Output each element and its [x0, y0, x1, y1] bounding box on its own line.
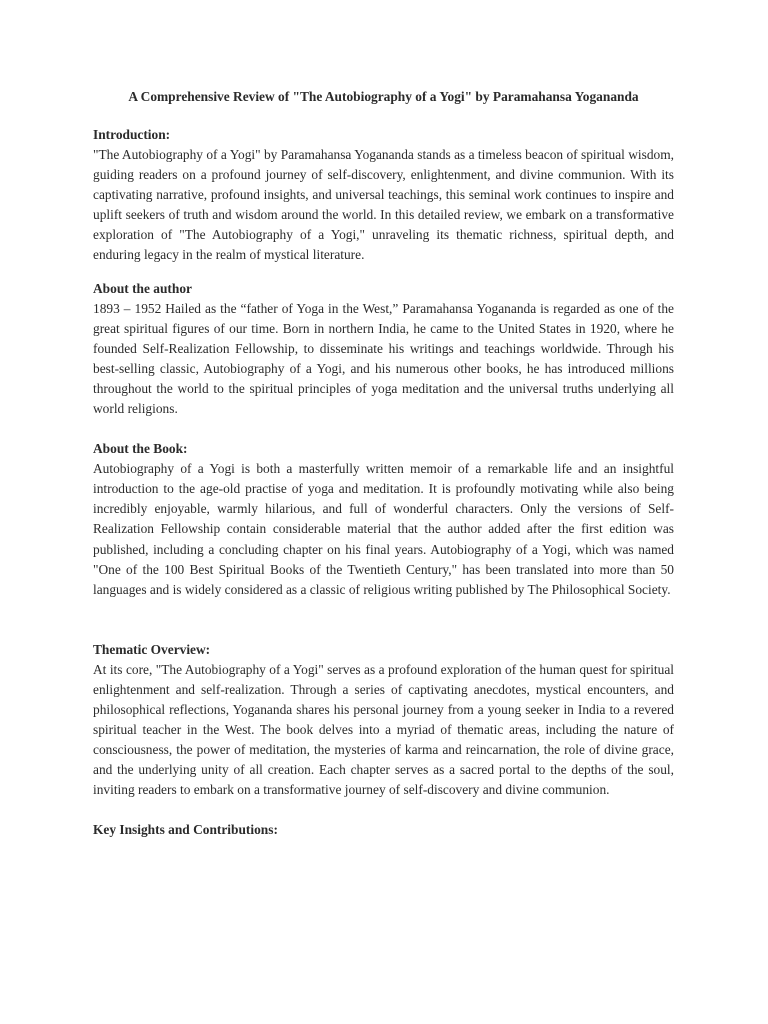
- section-heading: About the author: [93, 280, 192, 296]
- section-heading: Thematic Overview:: [93, 641, 211, 657]
- section-body: "The Autobiography of a Yogi" by Paramahansa Yogananda stands as a timeless beacon of spiritual wisdom, guiding readers on a profound journey of self-discovery, enlightenment, and divine communion. With its captivating narrative, profound insights, and universal teachings, this seminal work continues to inspire and uplift seekers of truth and wisdom around the world. In this detailed review, we embark on a transformative exploration of "The Autobiography of a Yogi," unraveling its thematic richness, spiritual depth, and enduring legacy in the realm of mystical literature.: [93, 147, 674, 263]
- section-heading: About the Book:: [93, 441, 188, 457]
- document-title: A Comprehensive Review of "The Autobiography of a Yogi" by Paramahansa Yogananda: [128, 89, 639, 104]
- section-introduction: [93, 125, 674, 266]
- section-heading: Introduction:: [93, 127, 171, 142]
- section-about-author: [93, 279, 674, 420]
- section-heading: Key Insights and Contributions:: [93, 822, 278, 838]
- section-body: At its core, "The Autobiography of a Yogi" serves as a profound exploration of the human quest for spiritual enlightenment and self-realization. Through a series of captivating anecdotes, mystical encounters, and philosophical reflections, Yogananda shares his personal journey from a young seeker in India to a revered spiritual teacher in the West. The book delves into a myriad of thematic areas, including the nature of consciousness, the power of meditation, the mysteries of karma and reincarnation, the role of divine grace, and the underlying unity of all creation. Each chapter serves as a sacred portal to the depths of the soul, inviting readers to embark on a transformative journey of self-discovery and divine communion.: [93, 661, 674, 798]
- section-body: 1893 – 1952 Hailed as the “father of Yoga in the West,” Paramahansa Yogananda is regarded as one of the great spiritual figures of our time. Born in northern India, he came to the United States in 1920, where he founded Self-Realization Fellowship, to disseminate his writings and teachings worldwide. Through his best-selling classic, Autobiography of a Yogi, and his numerous other books, he has introduced millions throughout the world to the spiritual principles of yoga meditation and the universal truths underlying all world religions.: [93, 300, 674, 417]
- section-key-insights: [93, 820, 674, 840]
- section-thematic-overview: [93, 640, 674, 801]
- section-about-book: [93, 439, 674, 600]
- section-body: Autobiography of a Yogi is both a masterfully written memoir of a remarkable life and an insightful introduction to the age-old practise of yoga and meditation. It is profoundly motivating while also being incredibly enjoyable, warmly hilarious, and full of wonderful characters. Only the versions of Self-Realization Fellowship contain considerable material that the author added after the first edition was published, including a concluding chapter on his final years. Autobiography of a Yogi, which was named "One of the 100 Best Spiritual Books of the Twentieth Century," has been translated into more than 50 languages and is widely considered as a classic of religious writing published by The Philosophical Society.: [93, 461, 674, 597]
- document-page: [93, 88, 674, 840]
